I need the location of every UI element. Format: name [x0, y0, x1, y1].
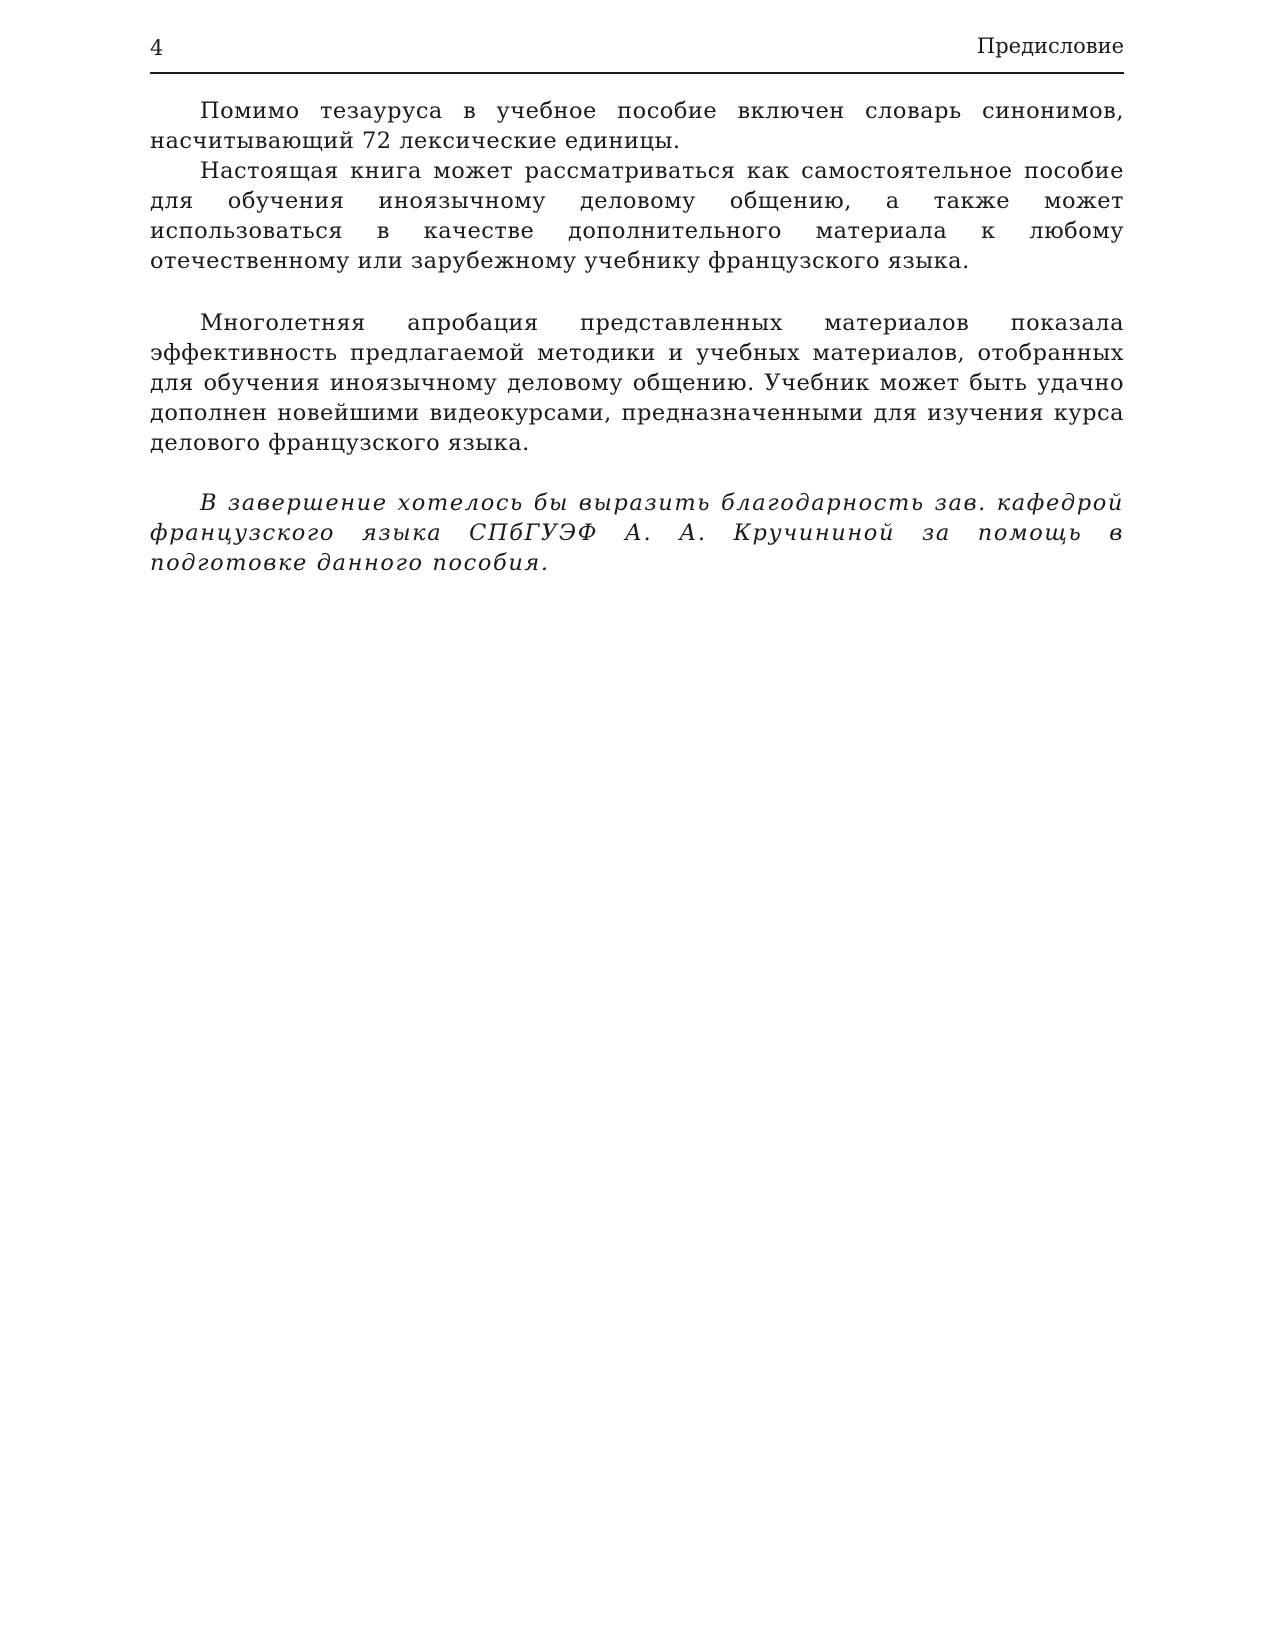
running-head: Предисловие: [976, 34, 1124, 58]
page-header: [150, 32, 1124, 74]
paragraph-thesaurus: Помимо тезауруса в учебное пособие включен словарь синонимов, насчитывающий 72 лексические единицы.: [150, 98, 1124, 154]
page-body: [150, 96, 1124, 578]
paragraph-spacer: [150, 276, 1124, 308]
paragraph-spacer: [150, 458, 1124, 488]
page-number: 4: [150, 36, 164, 60]
acknowledgement-paragraph: В завершение хотелось бы выразить благодарность зав. кафедрой французского языка СПбГУЭФ А. А. Кручининой за помощь в подготовке данного пособия.: [150, 490, 1124, 576]
paragraph-approbation: Многолетняя апробация представленных материалов показала эффективность предлагаемой методики и учебных материалов, отобранных для обучения иноязычному деловому общению. Учебник может быть удачно дополнен новейшими видеокурсами, предназначенными для изучения курса делового французского языка.: [150, 310, 1124, 456]
paragraph-book-purpose: Настоящая книга может рассматриваться как самостоятельное пособие для обучения иноязычному деловому общению, а также может использоваться в качестве дополнительного материала к любому отечественному или зарубежному учебнику французского языка.: [150, 158, 1124, 274]
